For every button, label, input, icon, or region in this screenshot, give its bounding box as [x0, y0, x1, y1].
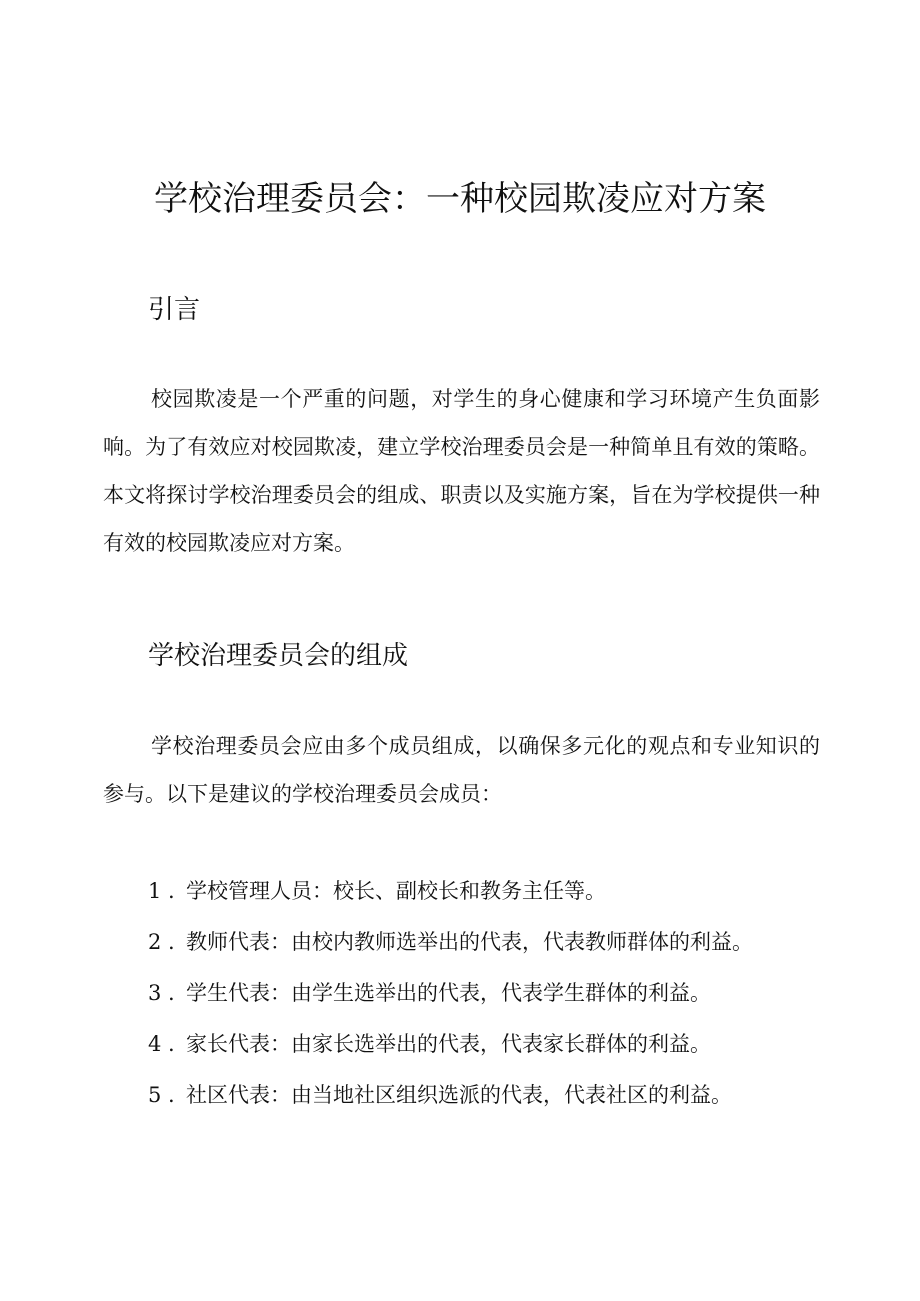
list-item-number: 3 . — [148, 981, 175, 1005]
list-item-number: 1 . — [148, 879, 175, 903]
list-item — [148, 968, 753, 1019]
list-item — [148, 917, 753, 968]
list-item-number: 5 . — [148, 1083, 175, 1107]
members-list — [148, 866, 753, 1121]
document-title: 学校治理委员会：一种校园欺凌应对方案 — [154, 179, 766, 219]
list-item-number: 4 . — [148, 1032, 175, 1056]
list-item — [148, 1019, 753, 1070]
list-item-text: 教师代表：由校内教师选举出的代表，代表教师群体的利益。 — [186, 930, 753, 954]
list-item-text: 学校管理人员：校长、副校长和教务主任等。 — [186, 879, 606, 903]
section-heading-introduction: 引言 — [148, 295, 201, 325]
composition-paragraph: 学校治理委员会应由多个成员组成，以确保多元化的观点和专业知识的参与。以下是建议的学校治理委员会成员： — [103, 734, 820, 806]
list-item — [148, 1070, 753, 1121]
list-item-text: 家长代表：由家长选举出的代表，代表家长群体的利益。 — [186, 1032, 711, 1056]
introduction-paragraph: 校园欺凌是一个严重的问题，对学生的身心健康和学习环境产生负面影响。为了有效应对校园欺凌，建立学校治理委员会是一种简单且有效的策略。本文将探讨学校治理委员会的组成、职责以及实施方案，旨在为学校提供一种有效的校园欺凌应对方案。 — [103, 387, 820, 555]
list-item-text: 学生代表：由学生选举出的代表，代表学生群体的利益。 — [186, 981, 711, 1005]
section-heading-composition: 学校治理委员会的组成 — [148, 641, 409, 671]
list-item-number: 2 . — [148, 930, 175, 954]
list-item — [148, 866, 753, 917]
list-item-text: 社区代表：由当地社区组织选派的代表，代表社区的利益。 — [186, 1083, 732, 1107]
